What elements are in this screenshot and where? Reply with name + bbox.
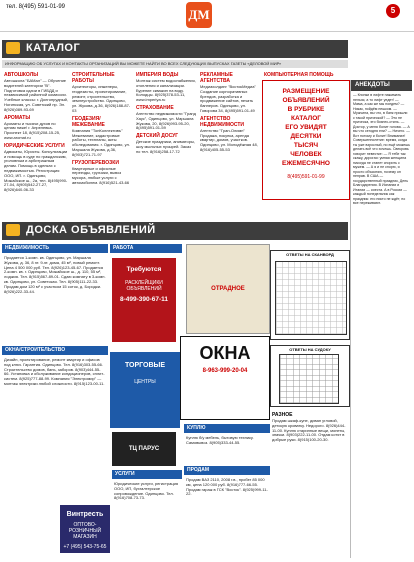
promo-line: КАТАЛОГ xyxy=(291,115,321,122)
catalog-head: ГРУЗОПЕРЕВОЗКИ xyxy=(72,159,119,166)
board-bar xyxy=(2,222,348,240)
catalog-entry: Медиахолдинг "ВостокМедиа" Создание корпоративных брендов, разработка и продвижение сайтов, печать баннеров. Одинцово, ул. Говорова 34, 8(495)591-01-49 xyxy=(200,84,256,113)
ad-windows-phone: 8-963-999-20-04 xyxy=(202,368,248,374)
sudoku-answers xyxy=(270,345,350,407)
sub-work: РАБОТА xyxy=(110,244,182,253)
promo-text xyxy=(267,87,345,168)
ad-vintr-mid: ОПТОВО-РОЗНИЧНЫЙ МАГАЗИН xyxy=(68,522,102,540)
ad-vintr[interactable] xyxy=(60,505,110,553)
sudoku-grid xyxy=(279,354,339,404)
catalog-bar xyxy=(2,40,348,58)
ad-retail-mid: ЦЕНТРЫ xyxy=(134,379,156,385)
anecdotes-text: — Кнопки в лифте нажимать нельзя, а то лифт уедет! — Мама, а как же мы поедем? — Никак, пойдём пешком. — Мужчина, вы что, в банк пришли с такой прической? — Это не прическа, это бизнес-стиль. — Доктор, у меня болит голова. — А вы что сегодня ели? — Ничего. — Вот потому и болит! Внимание! Совершеннолетие: время, когда ты уже взрослый, но ещё можешь делать всё что хочешь. Свекровь говорит невестке: — Я тебе так скажу, дорогая: умная женщина никогда не станет спорить с мужем. — А я и не спорю, я просто объясняю, почему он неправ. В США — государственный праздник, День Благодарения. В Испании и Италии — сиеста. А в России — каждый понедельник как праздник: его никто не ждёт, но все переживают. xyxy=(353,93,410,205)
buy-text: Куплю б/у мебель, бытовую технику. Самовывоз. 8(905)333-44-55. xyxy=(186,435,254,445)
catalog-intro: ИНФОРМАЦИЮ ОБ УСЛУГАХ И КОНТАКТЫ ОРГАНИЗАЦИЙ ВЫ МОЖЕТЕ НАЙТИ ВО ВСЕХ СЛЕДУЮЩИХ ВЫПУСКАХ ГАЗЕТЫ «ДЕЛОВОЙ МИР» xyxy=(2,60,348,68)
promo-line: ТЫСЯЧ xyxy=(293,142,319,149)
crossword-title: ОТВЕТЫ НА СКАНВОРД xyxy=(286,252,334,257)
catalog-title: КАТАЛОГ xyxy=(26,42,81,54)
board-services xyxy=(2,356,108,496)
board-other xyxy=(270,410,350,556)
ad-stop[interactable] xyxy=(186,244,270,334)
catalog-entry: Детские праздники, аниматоры, шоу мыльных пузырей. Заказ по тел. 8(916)258-17-72 xyxy=(136,139,195,154)
catalog-head: АГЕНТСТВО НЕДВИЖИМОСТИ xyxy=(200,115,245,128)
sub-services2: УСЛУГИ xyxy=(112,470,182,479)
board-title: ДОСКА ОБЪЯВЛЕНИЙ xyxy=(26,224,156,236)
promo-line: ЧЕЛОВЕК xyxy=(290,151,322,158)
catalog-promo xyxy=(262,80,350,200)
ad-windows[interactable] xyxy=(180,336,270,420)
board-buy xyxy=(184,434,270,464)
catalog-head: ЮРИДИЧЕСКИЕ УСЛУГИ xyxy=(4,142,65,149)
ad-job-mid: РАСКЛЕЙЩИКИ ОБЪЯВЛЕНИЙ xyxy=(125,280,163,292)
ad-job-top: Требуются xyxy=(126,266,162,273)
sell-text: Продам ВАЗ 2110, 2008 г.в., пробег 85 000 км, цена 120 000 руб. 8(916)777-66-55. Продам гараж в ГСК "Восток". 8(925)999-11-22. xyxy=(186,477,268,497)
promo-line: ЕЖЕМЕСЯЧНО xyxy=(282,160,330,167)
catalog-entry: Ароматы и тысячи духов по ценам ниже! г. Апрелевка-Проспект 18, 8(915)208-15-25, www.aromat.ru xyxy=(4,120,61,140)
anecdotes-sidebar xyxy=(350,80,412,558)
ad-mall[interactable]: ТЦ ПАРУС xyxy=(112,432,176,466)
sub-services: ОКНА/СТРОИТЕЛЬСТВО xyxy=(2,346,108,355)
catalog-col-2 xyxy=(70,70,134,220)
catalog-head: СТРОИТЕЛЬНЫЕ РАБОТЫ xyxy=(72,72,115,84)
promo-line: РАЗМЕЩЕНИЕ xyxy=(282,88,330,95)
promo-phone: 8(495)591-01-99 xyxy=(287,174,325,180)
catalog-entry: Компания "ТопКоллективъ" Межевание, кадастровые работы, техпланы, акты обследования. г. Одинцово, ул. Маршала Жукова, д.36, 8(903)721-71-97 xyxy=(72,127,130,157)
ad-retail[interactable] xyxy=(110,352,180,428)
board-sell xyxy=(184,476,270,556)
ad-job[interactable] xyxy=(112,258,176,342)
board-realty xyxy=(2,254,108,344)
catalog-entry: Автошкола "БАМал" — Обучение водителей категории "B". Подготовка сдачи в ГИБДД и независимой районной комиссии. Учебные классы: г. Долгопрудный, Ногинская, ул. Советский пр. Эл. 8(926)089-93-69 xyxy=(4,78,68,112)
sub-sell: ПРОДАМ xyxy=(184,466,270,475)
catalog-head: ИМПЕРИЯ ВОДЫ xyxy=(136,72,179,78)
catalog-col-4 xyxy=(198,70,262,220)
ad-vintr-phone: +7 (495) 543-75-65 xyxy=(63,544,107,550)
catalog-head: СТРАХОВАНИЕ xyxy=(136,104,174,111)
catalog-entry: Агентство "Гран-Олимп" Продажа, покупка, аренда квартир, домов, участков. Одинцово, ул. Молодёжная 48, 8(916)405-55-53 xyxy=(200,127,258,152)
promo-line: ЕГО УВИДЯТ xyxy=(285,124,327,131)
catalog-col-3 xyxy=(134,70,198,220)
promo-line: ОБЪЯВЛЕНИЙ xyxy=(282,97,330,104)
promo-line: В РУБРИКЕ xyxy=(287,106,325,113)
crossword-answers xyxy=(270,250,350,340)
catalog-col-1 xyxy=(2,70,70,220)
ad-stop-text: ОТРАДНОЕ xyxy=(211,286,245,292)
realty-text: Продается 1-комн. кв. Одинцово, ул. Маршала Жукова, д. 36, 8 эт. 9-эт. дома, 45 м², новый ремонт. Цена 4 500 000 руб. Тел. 8(926)123-45-67. Продается 2-комн. кв. г. Одинцово, Можайское ш., д. 110, 55 м², лоджия. Тел. 8(915)567-89-01. Сдаю комнату в 3-комн. кв. Одинцово, ул. Советская. Тел. 8(905)111-22-33. Продам дом 120 м² с участком 15 соток, д. Бородки. 8(926)222-33-44. xyxy=(4,255,106,294)
sub-realty: НЕДВИЖИМОСТЬ xyxy=(2,244,108,253)
catalog-entry: Адвокаты, Юристы. Консультации и помощь в суде по гражданским, уголовным и арбитражным делам. Помощь в сделках с недвижимостью. Регистрация ООО, ИП. г. Одинцово, Можайское ш., 2а, тел. 8(495)990-27-04, 8(905)542-27-27, 8(926)640-06-33 xyxy=(4,148,68,193)
catalog-head: ДЕТСКИЙ ДОСУГ xyxy=(136,133,179,140)
other-text: Продам шкаф-купе, диван угловой, детскую кроватку. Недорого. 8(926)444-11-00. Куплю старинные вещи, монеты, значки. 8(903)222-11-00. Отдам котят в добрые руки. 8(915)100-20-30. xyxy=(272,418,346,443)
sudoku-title: ОТВЕТЫ НА СУДОКУ xyxy=(289,347,331,352)
ad-retail-top: ТОРГОВЫЕ xyxy=(124,362,166,369)
board-services2 xyxy=(112,480,182,556)
ad-job-phone: 8-499-390-67-11 xyxy=(119,296,169,303)
catalog-entry: Монтаж систем водоснабжения, отопления и канализации. Бурение скважин на воду. Колодцы. 8(925)378-53-11, www.imperiya.ru xyxy=(136,78,196,103)
promo-line: ДЕСЯТКИ xyxy=(290,133,322,140)
page-header xyxy=(0,0,414,32)
catalog-entry: Агентство недвижимости "Гранд Хаус", Одинцово, ул. Маршала Жукова, 20, 8(926)993-95-20, 8(495)591-01-59 xyxy=(136,110,196,131)
catalog-entry: Квартирные и офисные переезды, грузчики, вывоз мусора, любые услуги с автомобилем. 8(916)521-43-66 xyxy=(72,165,130,185)
page-number: 5 xyxy=(386,4,400,18)
crossword-grid xyxy=(275,261,347,335)
ad-windows-big: ОКНА xyxy=(199,343,251,363)
newspaper-logo: ДМ xyxy=(186,2,212,28)
catalog-head: РЕКЛАМНЫЕ АГЕНТСТВА xyxy=(200,72,233,84)
catalog-head: ГЕОДЕЗИЯ/МЕЖЕВАНИЕ xyxy=(72,115,105,128)
ad-vintr-brand: Винтресть xyxy=(66,511,104,518)
services2-text: Юридические услуги, регистрация ООО, ИП, бухгалтерское сопровождение. Одинцово. Тел. 8(916)708-73-73. xyxy=(114,481,179,501)
catalog-entry: Архитекторы, инженеры, геодезисты, проектирование, ремонт, строительство, землеустройство. Одинцово, ул. Жукова, д.36, 8(926)188-87-03 xyxy=(72,84,131,113)
megaphone-icon xyxy=(6,224,20,236)
services-text: Дизайн, проектирование, ремонт квартир и офисов под ключ. Гарантия. Одинцово. Тел. 8(916)303-55-66. Строительство домов, бань, заборов. 8(903)444-55-66. Установка и обслуживание кондиционеров, сплит-систем. 8(925)777-88-99. Компания "Электромир" — монтаж электрики любой сложности. 8(915)123-00-11. xyxy=(4,357,105,386)
anecdotes-title: АНЕКДОТЫ xyxy=(351,80,412,91)
catalog-icon xyxy=(6,42,20,54)
other-head: РАЗНОЕ xyxy=(272,412,293,418)
catalog-head: АРОМАТЫ xyxy=(4,114,31,121)
spacer xyxy=(112,344,182,348)
catalog-head: КОМПЬЮТЕРНАЯ ПОМОЩЬ xyxy=(264,72,334,78)
sub-buy: КУПЛЮ xyxy=(184,424,270,433)
catalog-head: АВТОШКОЛЫ xyxy=(4,72,39,78)
header-phone: тел. 8(495) 591-01-99 xyxy=(6,4,66,10)
